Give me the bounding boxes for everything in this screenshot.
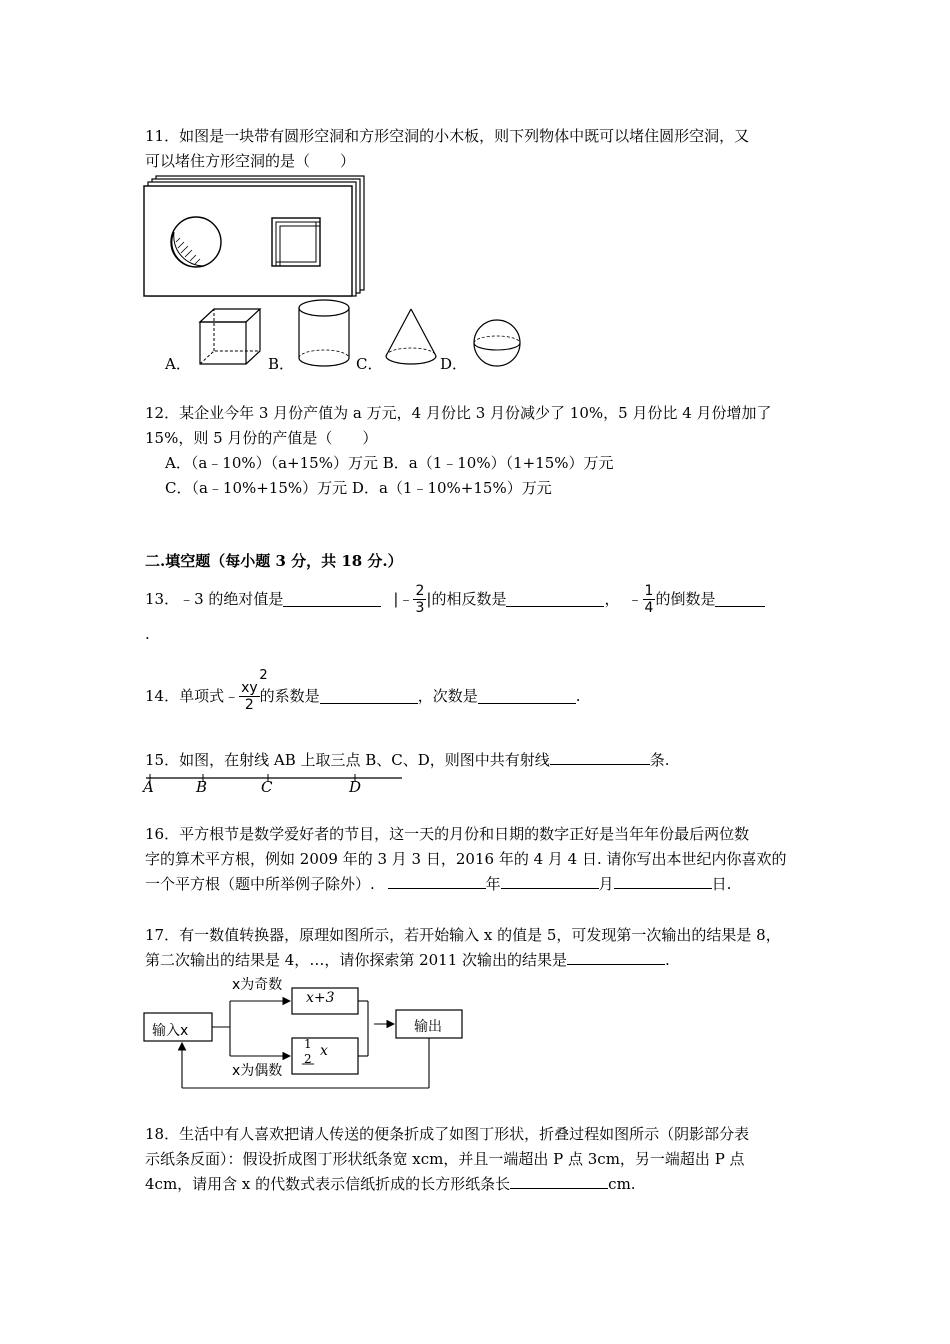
wooden-board-figure <box>140 172 380 302</box>
q13-abs-sign: ﹣ <box>398 590 414 608</box>
q13-blank-1[interactable] <box>283 592 381 607</box>
q13-part3: 的倒数是 <box>655 590 716 608</box>
q12-options-ab[interactable]: A．（a﹣10%）（a+15%）万元 B．a（1﹣10%）（1+15%）万元 <box>165 454 614 472</box>
q16-part1: 一个平方根（题中所举例子除外）. <box>145 875 375 893</box>
q17-blank[interactable] <box>567 950 665 965</box>
cube-icon <box>194 306 266 368</box>
q16-text-line2: 字的算术平方根，例如 2009 年的 3 月 3 日，2016 年的 4 月 4 日. 请你写出本世纪内你喜欢的 <box>145 850 787 868</box>
q14-blank-2[interactable] <box>478 689 576 704</box>
even-branch-label: x为偶数 <box>232 1063 283 1079</box>
q16-blank-month[interactable] <box>501 874 599 889</box>
point-c-label: C <box>261 778 273 796</box>
q12-options-cd[interactable]: C．（a﹣10%+15%）万元 D．a（1﹣10%+15%）万元 <box>165 479 552 497</box>
odd-expression: x+3 <box>306 990 335 1006</box>
output-label: 输出 <box>414 1019 442 1035</box>
q11-option-a[interactable]: A． <box>165 355 191 373</box>
q14-part2: 的系数是 <box>259 687 320 705</box>
half-var: x <box>320 1043 328 1059</box>
q16-blank-year[interactable] <box>388 874 486 889</box>
q14-blank-1[interactable] <box>320 689 418 704</box>
q15-blank[interactable] <box>550 750 650 765</box>
q16-text-line1: 16．平方根节是数学爱好者的节目，这一天的月份和日期的数字正好是当年年份最后两位数 <box>145 825 750 843</box>
q11-option-b[interactable]: B． <box>268 355 295 373</box>
q14-part3: ，次数是 <box>417 687 478 705</box>
q14-monomial-fraction: xy 2 2 <box>241 667 268 713</box>
input-x-label: 输入x <box>152 1023 189 1039</box>
cone-icon <box>382 306 440 368</box>
q16-line3: 一个平方根（题中所举例子除外）. 年 月 日. <box>145 875 732 893</box>
q13-fraction-1-4: $\frac{1}{4}$ <box>644 582 654 616</box>
q14-exponent: 2 <box>259 667 268 683</box>
q13-line: 13．﹣3 的绝对值是 | ﹣ $\frac{2}{3}$ | 的相反数是 ， ﹣ $\frac{1}{4}$ 的倒数是 <box>145 577 765 621</box>
q14-part1: 14．单项式﹣ <box>145 687 240 705</box>
q18-text-line1: 18．生活中有人喜欢把请人传送的便条折成了如图丁形状，折叠过程如图所示（阴影部分表 <box>145 1125 750 1143</box>
q18-text-line2: 示纸条反面）：假设折成图丁形状纸条宽 xcm，并且一端超出 P 点 3cm，另一端超出 P 点 <box>145 1150 745 1168</box>
half-den: 2 <box>304 1052 312 1066</box>
point-b-label: B <box>196 778 208 796</box>
q13-blank-3[interactable] <box>715 592 765 607</box>
q18-line3: 4cm，请用含 x 的代数式表示信纸折成的长方形纸条长 cm. <box>145 1175 636 1193</box>
cylinder-icon <box>296 298 356 370</box>
q16-blank-day[interactable] <box>614 874 712 889</box>
q11-text-line2: 可以堵住方形空洞的是（ ） <box>145 152 356 170</box>
q13-fraction-2-3: $\frac{2}{3}$ <box>415 582 425 616</box>
q13-neg-sign: ﹣ <box>627 590 643 608</box>
q11-option-c[interactable]: C． <box>356 355 383 373</box>
q15-line <box>145 750 670 770</box>
point-d-label: D <box>349 778 362 796</box>
q13-end: . <box>145 625 150 643</box>
q11-text-line1: 11．如图是一块带有圆形空洞和方形空洞的小木板，则下列物体中既可以堵住圆形空洞，又 <box>145 127 750 145</box>
q13-part1: 13．﹣3 的绝对值是 <box>145 590 284 608</box>
sphere-icon <box>470 318 526 368</box>
q15-part1: 15．如图，在射线 AB 上取三点 B、C、D，则图中共有射线 <box>145 751 550 769</box>
q11-option-d[interactable]: D． <box>440 355 468 373</box>
q17-line2: 第二次输出的结果是 4，…，请你探索第 2011 次输出的结果是 . <box>145 951 670 969</box>
q17-text-line1: 17．有一数值转换器，原理如图所示，若开始输入 x 的值是 5，可发现第一次输出的结果是 8， <box>145 926 781 944</box>
q12-text-line1: 12．某企业今年 3 月份产值为 a 万元，4 月份比 3 月份减少了 10%，5 月份比 4 月份增加了 <box>145 404 772 422</box>
q18-blank[interactable] <box>510 1174 608 1189</box>
q12-text-line2: 15%，则 5 月份的产值是（ ） <box>145 429 378 447</box>
section-heading: 二.填空题（每小题 3 分，共 18 分.） <box>145 552 403 570</box>
q13-part2: 的相反数是 <box>431 590 507 608</box>
ray-figure <box>140 770 410 798</box>
half-num: 1 <box>304 1037 312 1051</box>
q13-blank-2[interactable] <box>506 592 604 607</box>
q15-part2: 条. <box>649 751 670 769</box>
point-a-label: A <box>143 778 154 796</box>
odd-branch-label: x为奇数 <box>232 977 283 993</box>
q14-line: 14．单项式﹣ xy 2 2 的系数是 ，次数是 . <box>145 667 581 713</box>
